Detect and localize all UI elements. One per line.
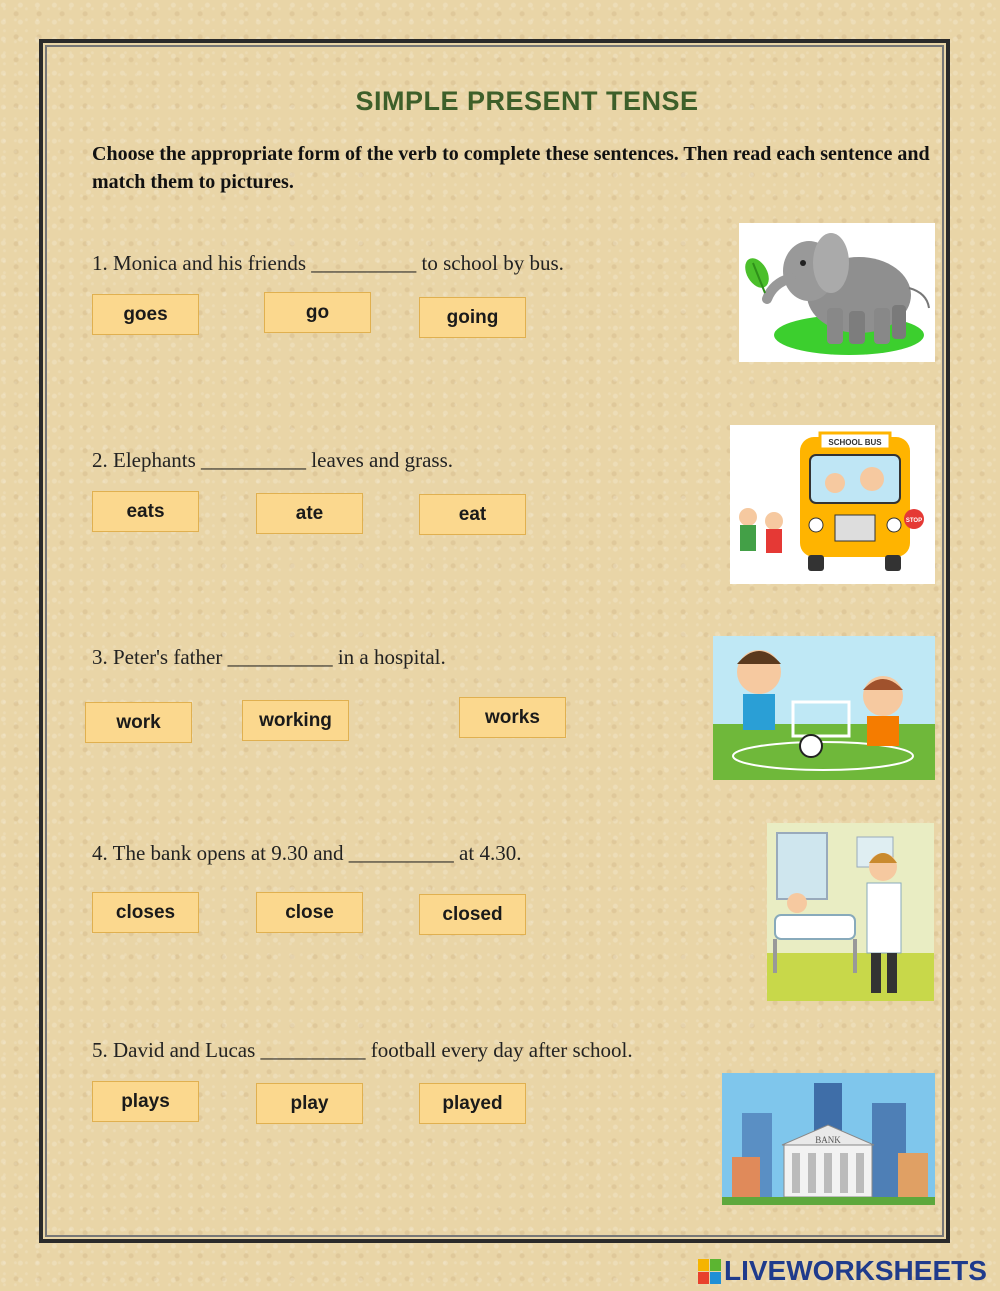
option-working[interactable]: working [242, 700, 349, 741]
instructions: Choose the appropriate form of the verb to complete these sentences. Then read each sentence and match them to pictures. [92, 143, 930, 193]
option-closed[interactable]: closed [419, 894, 526, 935]
question-3: 3. Peter's father __________ in a hospital. [92, 645, 446, 669]
question-2: 2. Elephants __________ leaves and grass. [92, 448, 454, 472]
worksheet-title: SIMPLE PRESENT TENSE [355, 86, 699, 116]
stop-sign: STOP [905, 518, 923, 524]
bank-sign: BANK [815, 1135, 841, 1145]
logo-text: LIVEWORKSHEETS [724, 1255, 987, 1286]
question-4: 4. The bank opens at 9.30 and __________ at 4.30. [92, 841, 522, 865]
question-5: 5. David and Lucas __________ football every day after school. [92, 1038, 633, 1062]
doctor-hospital-picture[interactable] [767, 823, 934, 1001]
option-ate[interactable]: ate [256, 493, 363, 534]
option-go[interactable]: go [264, 292, 371, 333]
school-bus-picture[interactable] [730, 425, 935, 584]
option-goes[interactable]: goes [92, 294, 199, 335]
option-work[interactable]: work [85, 702, 192, 743]
liveworksheets-logo[interactable] [698, 1255, 987, 1287]
question-1: 1. Monica and his friends __________ to school by bus. [92, 251, 564, 275]
option-closes[interactable]: closes [92, 892, 199, 933]
bus-sign: SCHOOL BUS [828, 438, 882, 447]
bank-picture[interactable] [722, 1073, 935, 1205]
option-play[interactable]: play [256, 1083, 363, 1124]
option-close[interactable]: close [256, 892, 363, 933]
football-picture[interactable] [713, 636, 935, 780]
option-played[interactable]: played [419, 1083, 526, 1124]
elephant-picture[interactable] [739, 223, 935, 362]
option-going[interactable]: going [419, 297, 526, 338]
logo-icon [698, 1259, 721, 1284]
option-eat[interactable]: eat [419, 494, 526, 535]
option-plays[interactable]: plays [92, 1081, 199, 1122]
option-eats[interactable]: eats [92, 491, 199, 532]
option-works[interactable]: works [459, 697, 566, 738]
